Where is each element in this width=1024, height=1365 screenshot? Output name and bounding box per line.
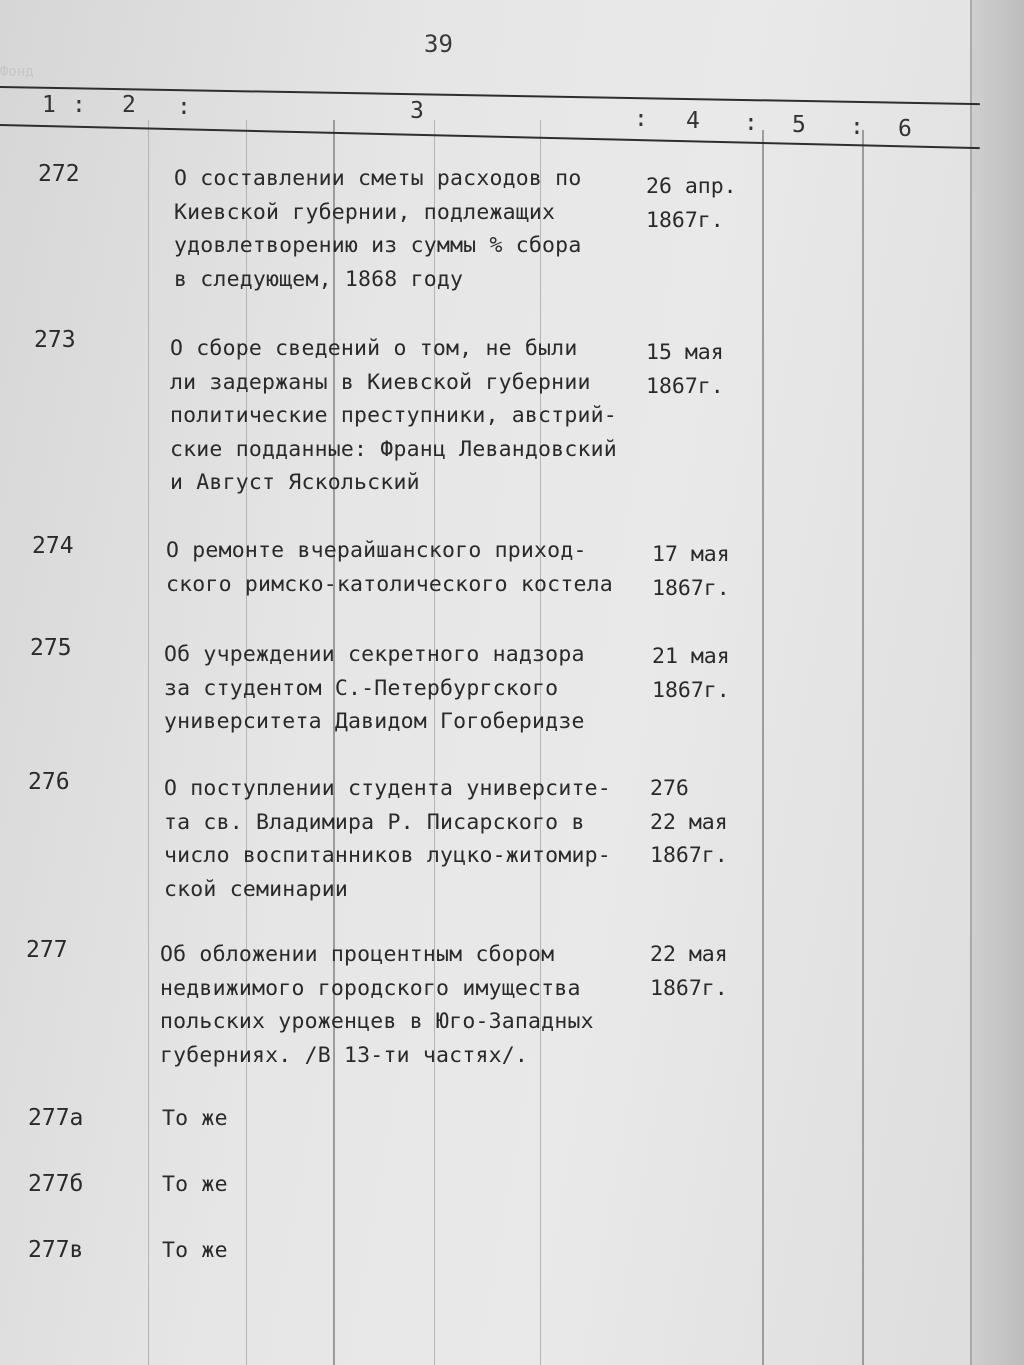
column-divider bbox=[762, 130, 764, 1365]
header-col-6: 6 bbox=[898, 116, 912, 142]
page-number: 39 bbox=[424, 30, 453, 58]
entry-number: 277в bbox=[28, 1237, 84, 1263]
entry-title: То же bbox=[162, 1172, 228, 1197]
header-col-1: 1 bbox=[42, 92, 56, 118]
entry-title: О поступлении студента университе- та св. Владимира Р. Писарского в число воспитанников луцко-житомир- ской семинарии bbox=[164, 776, 611, 902]
entry-date: 15 мая 1867г. bbox=[646, 340, 724, 399]
entry-number: 272 bbox=[38, 161, 80, 187]
header-separator: : bbox=[744, 110, 758, 136]
header-separator: : bbox=[72, 92, 86, 118]
entry-title: О ремонте вчерайшанского приход- ского римско-католического костела bbox=[166, 538, 613, 597]
entry-number: 275 bbox=[30, 635, 72, 661]
entry-number: 277б bbox=[28, 1171, 84, 1197]
entry-number: 277а bbox=[28, 1105, 84, 1131]
header-rule-top bbox=[0, 86, 980, 105]
entry-title: О составлении сметы расходов по Киевской губернии, подлежащих удовлетворению из суммы % сбора в следующем, 1868 году bbox=[174, 166, 582, 292]
entry-title: Об учреждении секретного надзора за студентом С.-Петербургского университета Давидом Гогоберидзе bbox=[164, 642, 585, 734]
header-separator: : bbox=[634, 106, 648, 132]
header-rule-bottom bbox=[0, 124, 980, 149]
page-edge bbox=[970, 0, 1024, 1365]
entry-number: 276 bbox=[28, 769, 70, 795]
entry-title: То же bbox=[162, 1106, 228, 1131]
header-col-5: 5 bbox=[792, 112, 806, 138]
entry-date: 21 мая 1867г. bbox=[652, 644, 730, 703]
column-divider bbox=[862, 130, 864, 1365]
entry-date: 22 мая 1867г. bbox=[650, 942, 728, 1001]
entry-number: 277 bbox=[26, 937, 68, 963]
entry-number: 274 bbox=[32, 533, 74, 559]
entry-date: 276 22 мая 1867г. bbox=[650, 776, 728, 868]
entry-date: 17 мая 1867г. bbox=[652, 542, 730, 601]
entry-title: Об обложении процентным сбором недвижимого городского имущества польских уроженцев в Юго-Западных губерниях. /В 13-ти частях/. bbox=[160, 942, 594, 1068]
header-separator: : bbox=[850, 114, 864, 140]
entry-title: То же bbox=[162, 1238, 228, 1263]
header-col-3: 3 bbox=[410, 98, 424, 124]
header-separator: : bbox=[177, 94, 191, 120]
header-col-2: 2 bbox=[122, 92, 136, 118]
entry-number: 273 bbox=[34, 327, 76, 353]
show-through-text: Фонд bbox=[0, 64, 34, 80]
column-divider bbox=[148, 120, 149, 1365]
entry-title: О сборе сведений о том, не были ли задержаны в Киевской губернии политические преступники, австрий- ские подданные: Франц Левандовский и Август Яскольский bbox=[170, 336, 617, 495]
header-col-4: 4 bbox=[686, 108, 700, 134]
entry-date: 26 апр. 1867г. bbox=[646, 174, 737, 233]
